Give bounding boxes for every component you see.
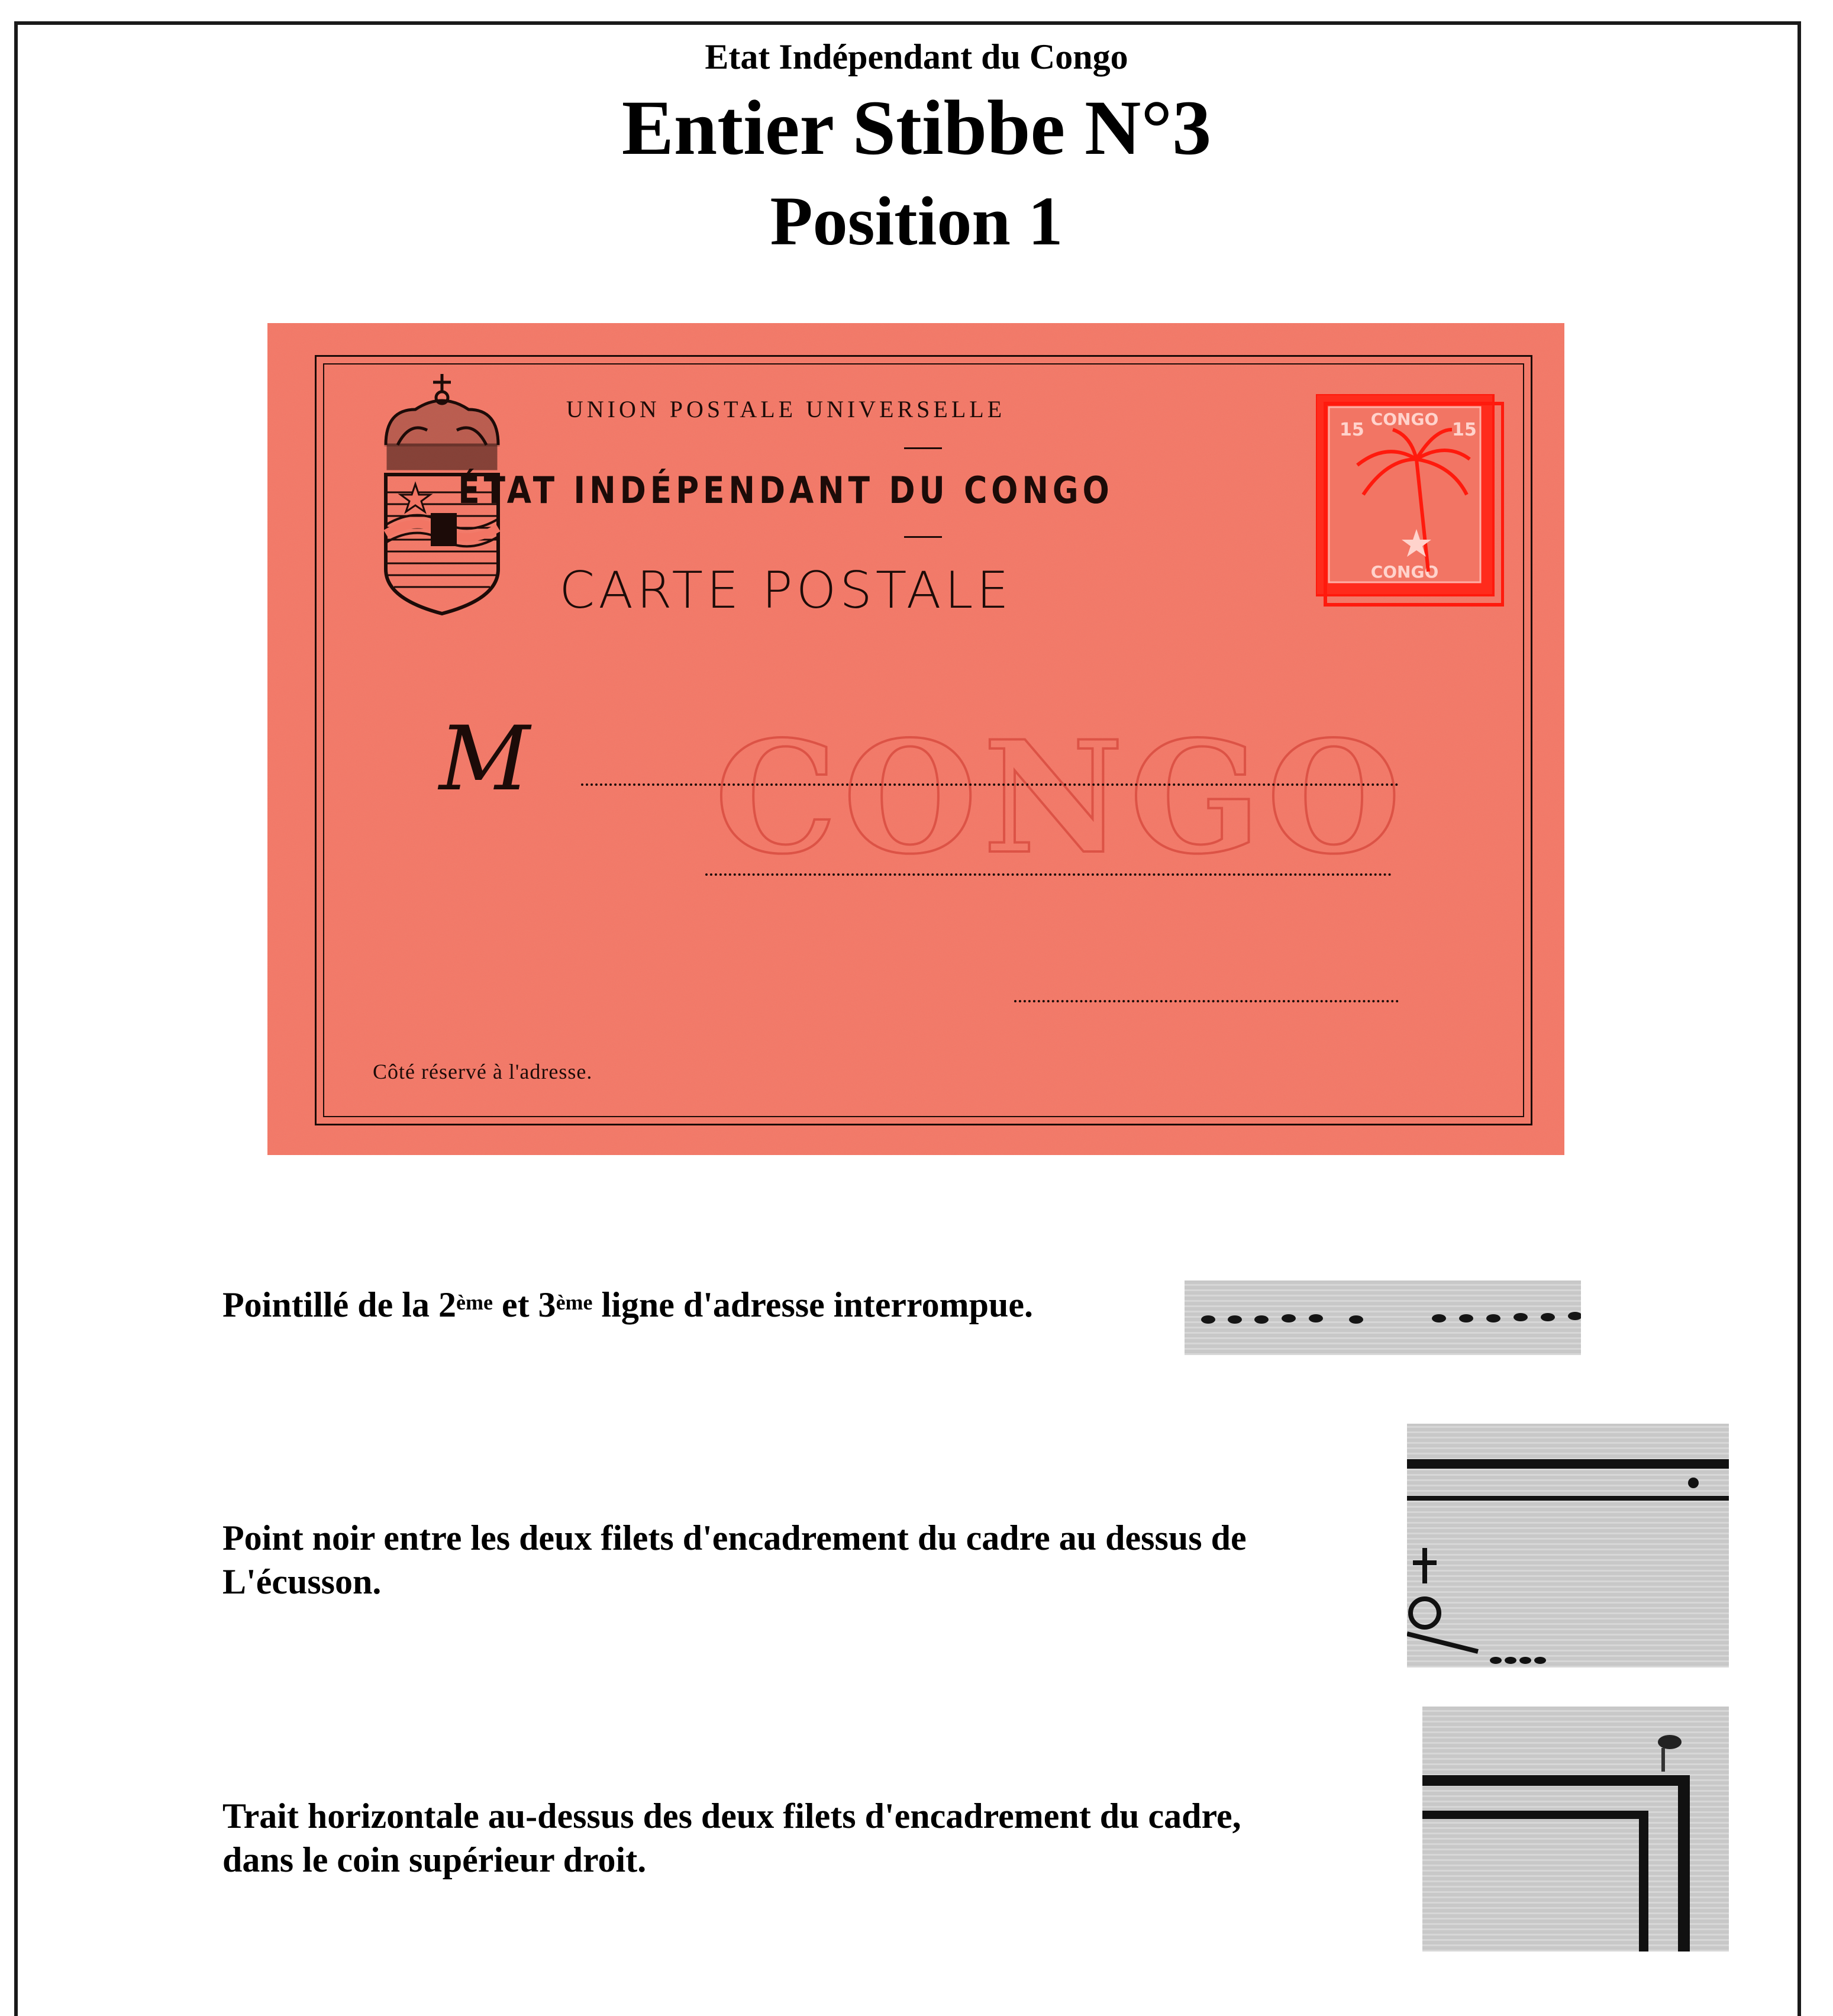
note-dotted-line: Pointillé de la 2ème et 3ème ligne d'adresse interrompue. [222,1285,1033,1324]
page-subtitle: Etat Indépendant du Congo [705,37,1128,76]
divider-dash [904,536,942,538]
carte-postale-text: CARTE POSTALE [559,561,1012,620]
postal-card [267,323,1564,1155]
address-line-2 [705,873,1392,876]
stamp-value: 15 [1452,420,1477,440]
position-heading: Position 1 [770,182,1063,260]
divider-dash [904,447,942,449]
union-postale-text: UNION POSTALE UNIVERSELLE [566,396,1006,422]
address-line-1 [581,783,1399,786]
note-horizontal-line: Trait horizontale au-dessus des deux filets d'encadrement du cadre, dans le coin supérieur droit. [222,1796,1241,1879]
dotted-line-detail [1185,1280,1581,1355]
palm-stamp-icon [1316,394,1504,607]
page-title: Entier Stibbe N°3 [621,84,1212,171]
black-dot-detail [1407,1424,1729,1667]
stamp-label-top: CONGO [1370,409,1439,429]
stamp-label-bottom: CONGO [1370,562,1439,582]
address-side-note: Côté réservé à l'adresse. [373,1060,593,1083]
detail-image-corner-line [1422,1707,1729,1952]
address-line-3 [1014,1000,1399,1002]
address-prefix: M [439,708,530,811]
stamp-value: 15 [1340,420,1364,440]
congo-overprint: CONGO [715,708,1407,888]
state-name-text: ÉTAT INDÉPENDANT DU CONGO [458,469,1114,512]
note-black-dot: Point noir entre les deux filets d'encadrement du cadre au dessus de L'écusson. [222,1518,1247,1601]
detail-image-black-dot [1407,1424,1729,1667]
corner-line-detail [1422,1707,1729,1952]
detail-image-dotted-line [1185,1280,1581,1355]
